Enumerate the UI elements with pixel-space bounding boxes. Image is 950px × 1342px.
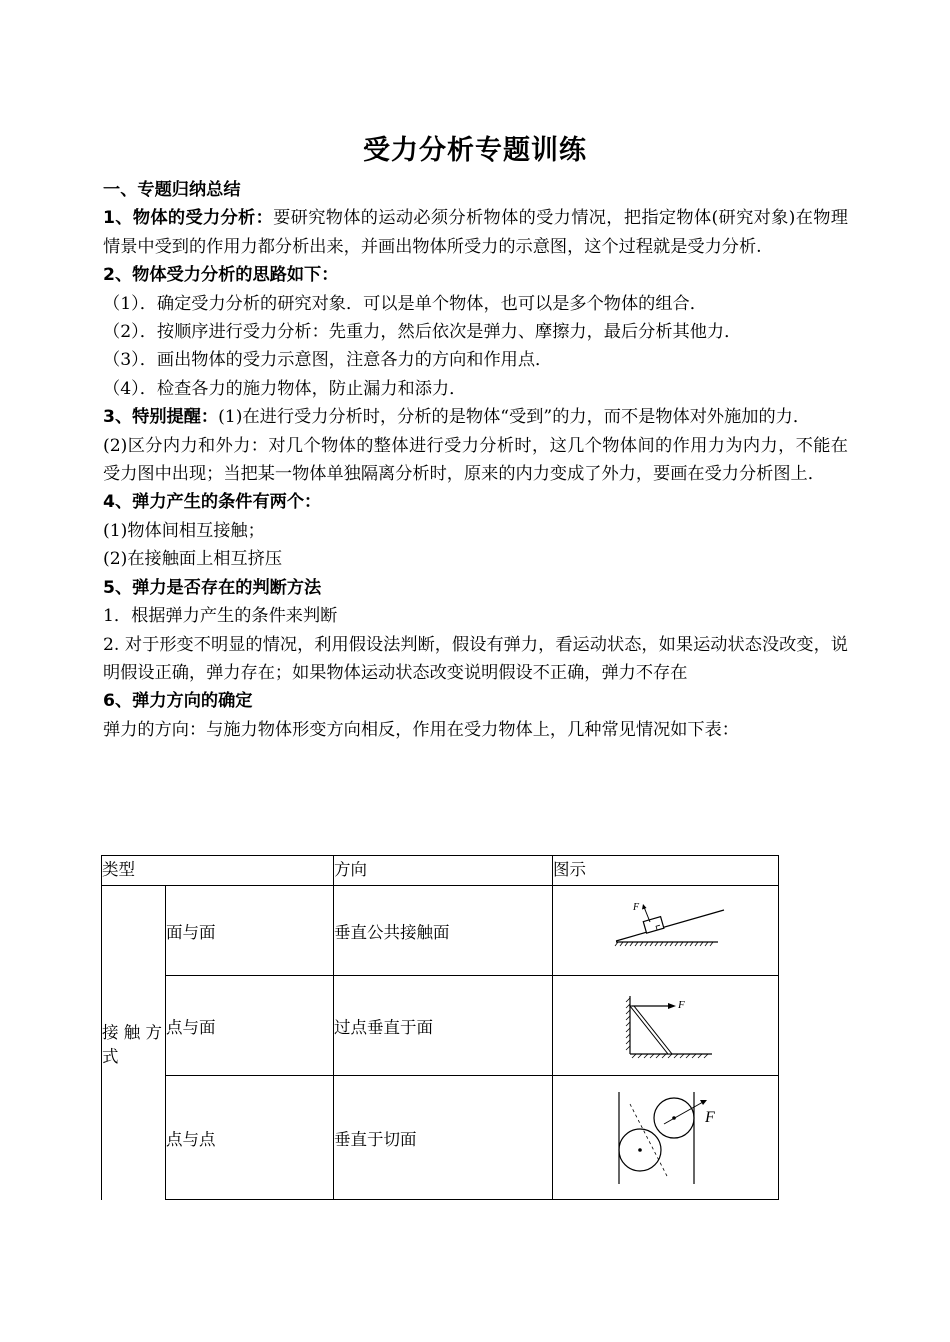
figure-cell [553,886,779,976]
paragraph-heading: 1、物体的受力分析： [103,208,274,229]
table-row [102,1076,779,1200]
force-direction: 垂直公共接触面 [334,886,553,976]
paragraph-text: (1)在进行受力分析时，分析的是物体“受到”的力，而不是物体对外施加的力． [218,407,811,428]
paragraph-text: (2)区分内力和外力：对几个物体的整体进行受力分析时，这几个物体间的作用力为内力，不能在受力图中出现；当把某一物体单独隔离分析时，原来的内力变成了外力，要画在受力分析图上． [103,435,848,485]
header-figure: 图示 [553,856,779,886]
force-label: F [677,998,685,1011]
table-row [102,976,779,1076]
body-text [103,176,848,744]
group-label: 接 触 方式 [102,886,166,1200]
list-item: 1．根据弹力产生的条件来判断 [103,606,338,627]
point-point-diagram [606,1088,726,1188]
contact-type: 点与面 [166,976,334,1076]
paragraph-heading: 4、弹力产生的条件有两个： [103,492,322,513]
list-item: 2. 对于形变不明显的情况，利用假设法判断，假设有弹力，看运动状态，如果运动状态没改变，说明假设正确，弹力存在；如果物体运动状态改变说明假设不正确，弹力不存在 [103,634,848,683]
paragraph-reminder [103,403,848,431]
force-direction: 垂直于切面 [334,1076,553,1200]
paragraph-text: 弹力的方向：与施力物体形变方向相反，作用在受力物体上，几种常见情况如下表： [103,719,739,740]
header-direction: 方向 [334,856,553,886]
page-bottom-mask [96,1203,786,1233]
section-heading: 一、专题归纳总结 [103,180,241,200]
contact-type: 面与面 [166,886,334,976]
list-item: (2)在接触面上相互挤压 [103,549,283,570]
point-surface-diagram [616,992,716,1060]
force-direction: 过点垂直于面 [334,976,553,1076]
figure-cell [553,1076,779,1200]
step-item: （2）．按顺序进行受力分析：先重力，然后依次是弹力、摩擦力，最后分析其他力． [103,322,742,343]
table-header-row [102,856,779,886]
list-item: (1)物体间相互接触； [103,520,265,541]
page-title: 受力分析专题训练 [363,135,587,166]
paragraph-text: 要研究物体的运动必须分析物体的受力情况，把指定物体(研究对象)在物理情景中受到的作用力都分析出来，并画出物体所受力的示意图，这个过程就是受力分析. [103,208,848,257]
paragraph-heading: 3、特别提醒： [103,407,219,428]
force-label: F [704,1108,715,1126]
contact-type: 点与点 [166,1076,334,1200]
surface-surface-diagram [606,900,726,962]
paragraph-force-analysis [103,204,848,261]
figure-cell [553,976,779,1076]
header-type: 类型 [102,856,334,886]
paragraph-heading: 2、物体受力分析的思路如下： [103,265,339,286]
force-label: F [632,901,639,913]
step-item: （4）．检查各力的施力物体，防止漏力和添力． [103,378,467,399]
paragraph-heading: 5、弹力是否存在的判断方法 [103,577,322,598]
table-row [102,886,779,976]
elastic-force-table [101,855,779,1200]
paragraph-heading: 6、弹力方向的确定 [103,691,253,712]
step-item: （3）．画出物体的受力示意图，注意各力的方向和作用点． [103,350,553,371]
step-item: （1）．确定受力分析的研究对象．可以是单个物体，也可以是多个物体的组合． [103,293,707,314]
